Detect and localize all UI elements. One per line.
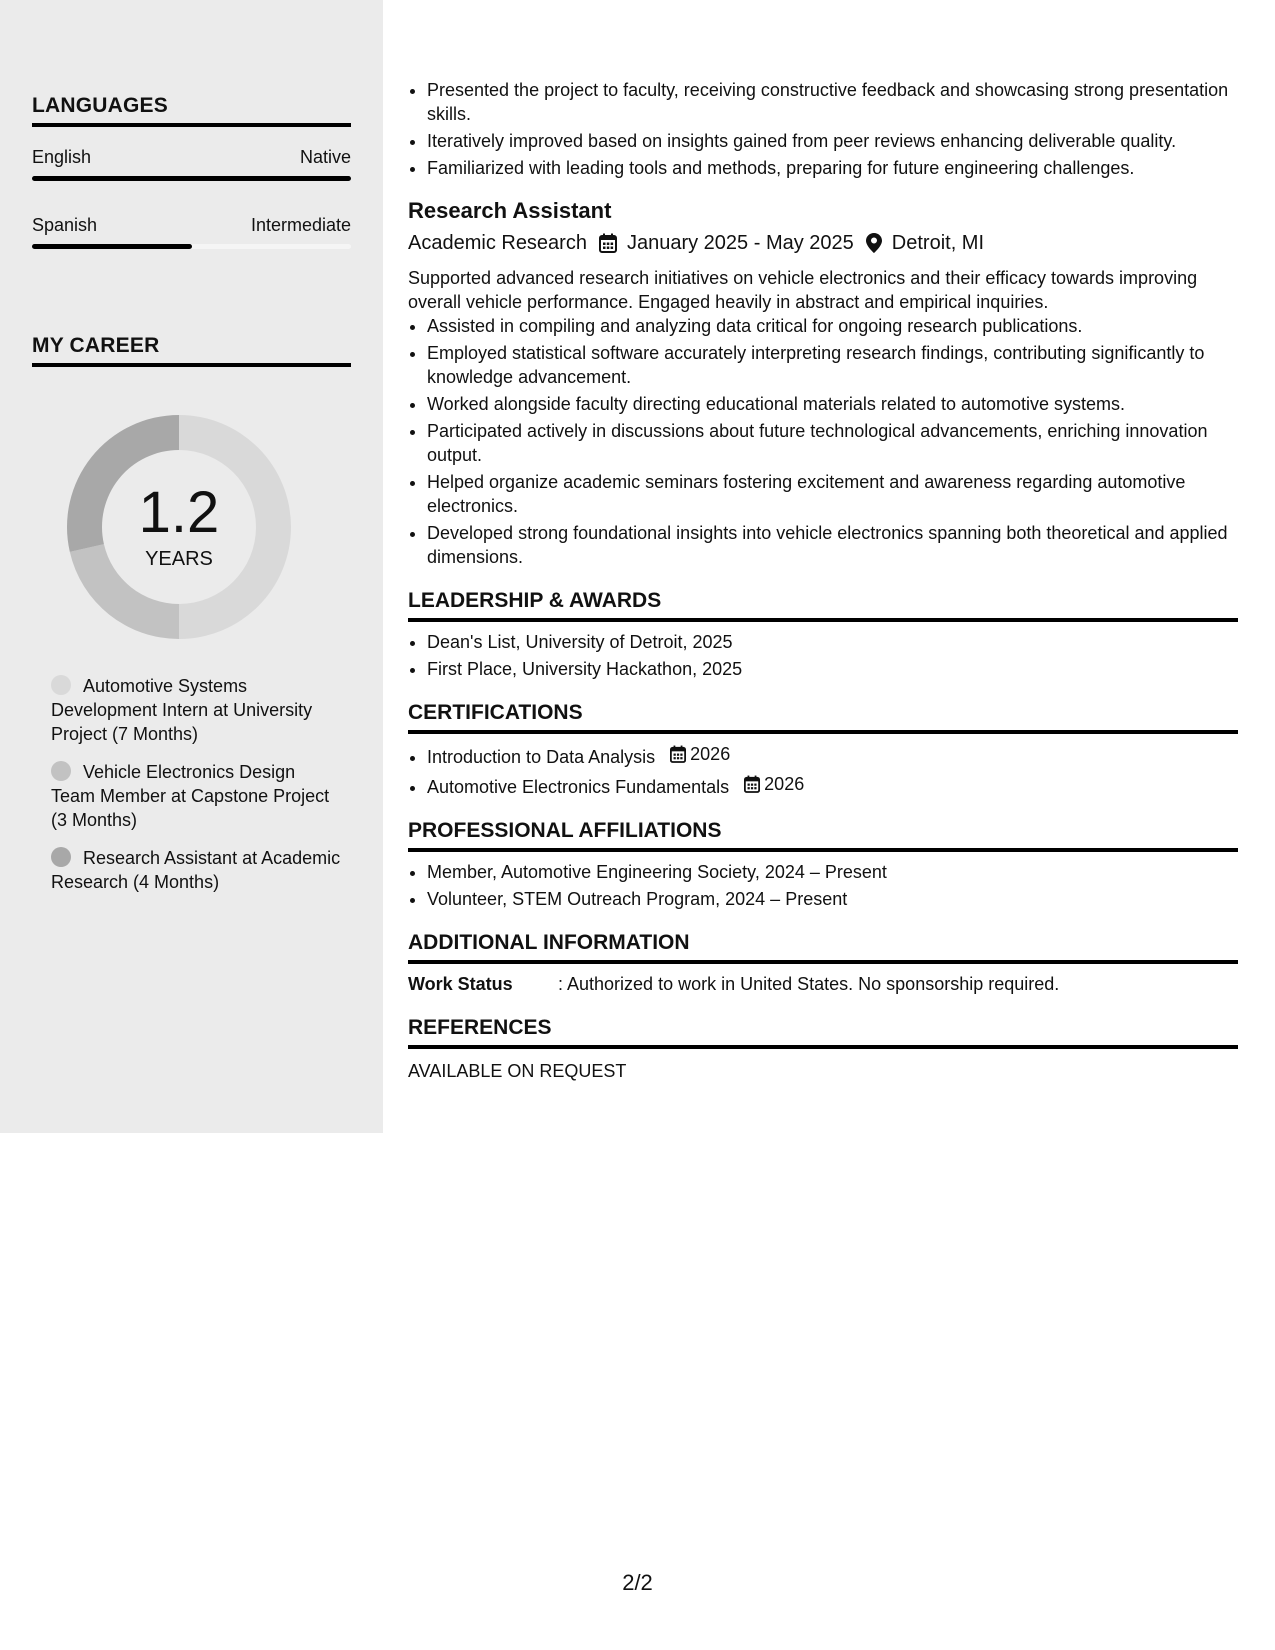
- job-bullets: [408, 314, 1238, 569]
- map-pin-icon: [866, 233, 882, 253]
- work-status-label: Work Status: [408, 974, 513, 994]
- affiliations-heading: PROFESSIONAL AFFILIATIONS: [408, 817, 1238, 852]
- bullet-item: • Participated actively in discussions about future technological advancements, enriching innovation output.: [427, 419, 1238, 467]
- bullet-item: • Iteratively improved based on insights gained from peer reviews enhancing deliverable quality.: [427, 129, 1238, 153]
- affiliation-item: • Volunteer, STEM Outreach Program, 2024 – Present: [427, 887, 1238, 911]
- language-bar: [32, 176, 351, 181]
- certification-year: 2026: [690, 744, 731, 764]
- certification-year: 2026: [764, 774, 805, 794]
- leadership-item: • Dean's List, University of Detroit, 2025: [427, 630, 1238, 654]
- language-bar: [32, 244, 351, 249]
- certifications-heading: CERTIFICATIONS: [408, 699, 1238, 734]
- certification-name: Introduction to Data Analysis: [427, 747, 656, 767]
- certification-item: [427, 742, 1238, 769]
- leadership-item: • First Place, University Hackathon, 2025: [427, 657, 1238, 681]
- sidebar: [0, 0, 383, 1133]
- language-item: [32, 215, 351, 249]
- certification-name: Automotive Electronics Fundamentals: [427, 777, 730, 797]
- career-legend-item: [51, 674, 341, 746]
- career-legend: [51, 674, 341, 908]
- career-total-unit: YEARS: [145, 547, 213, 570]
- languages-heading: LANGUAGES: [32, 94, 351, 127]
- previous-job-bullets: [408, 78, 1238, 180]
- additional-info-heading: ADDITIONAL INFORMATION: [408, 929, 1238, 964]
- job-company: Academic Research: [408, 232, 587, 254]
- job-location: Detroit, MI: [891, 232, 985, 254]
- legend-dot: [51, 761, 71, 781]
- references-text: AVAILABLE ON REQUEST: [408, 1061, 627, 1081]
- language-item: [32, 147, 351, 181]
- legend-dot: [51, 675, 71, 695]
- career-total-value: 1.2: [138, 479, 220, 545]
- legend-label: Automotive Systems Development Intern at University Project (7 Months): [51, 676, 313, 744]
- calendar-icon: [670, 745, 686, 763]
- language-level: Native: [299, 147, 351, 167]
- language-bar-fill: [32, 176, 351, 181]
- job-dates: January 2025 - May 2025: [626, 232, 854, 254]
- bullet-item: • Presented the project to faculty, receiving constructive feedback and showcasing strong presentation skills.: [427, 78, 1238, 126]
- work-status-row: [408, 972, 1238, 996]
- languages-section: [32, 94, 351, 249]
- bullet-item: • Assisted in compiling and analyzing data critical for ongoing research publications.: [427, 314, 1238, 338]
- leadership-heading: LEADERSHIP & AWARDS: [408, 587, 1238, 622]
- page-number: 2/2: [622, 1570, 653, 1595]
- language-bar-fill: [32, 244, 192, 249]
- legend-dot: [51, 847, 71, 867]
- bullet-item: • Developed strong foundational insights into vehicle electronics spanning both theoretical and applied dimensions.: [427, 521, 1238, 569]
- references-heading: REFERENCES: [408, 1014, 1238, 1049]
- language-name: English: [32, 147, 92, 167]
- certifications-list: [408, 742, 1238, 799]
- calendar-icon: [744, 775, 760, 793]
- bullet-item: • Employed statistical software accurately interpreting research findings, contributing significantly to knowledge advancement.: [427, 341, 1238, 389]
- leadership-list: [408, 630, 1238, 681]
- certification-item: [427, 772, 1238, 799]
- career-legend-item: [51, 760, 341, 832]
- job-meta: [408, 228, 1238, 258]
- language-level: Intermediate: [250, 215, 351, 235]
- legend-label: Vehicle Electronics Design Team Member at Capstone Project (3 Months): [51, 762, 330, 830]
- calendar-icon: [599, 233, 617, 253]
- work-status-value: : Authorized to work in United States. No sponsorship required.: [558, 974, 1060, 994]
- legend-label: Research Assistant at Academic Research (4 Months): [51, 848, 341, 892]
- bullet-item: • Familiarized with leading tools and methods, preparing for future engineering challenges.: [427, 156, 1238, 180]
- career-legend-item: [51, 846, 341, 894]
- affiliation-item: • Member, Automotive Engineering Society, 2024 – Present: [427, 860, 1238, 884]
- affiliations-list: [408, 860, 1238, 911]
- job-description: Supported advanced research initiatives on vehicle electronics and their efficacy towards improving overall vehicle performance. Engaged heavily in abstract and empirical inquiries.: [408, 268, 1198, 312]
- bullet-item: • Helped organize academic seminars fostering excitement and awareness regarding automotive electronics.: [427, 470, 1238, 518]
- career-section: [32, 334, 351, 367]
- job-title: Research Assistant: [408, 198, 612, 223]
- bullet-item: • Worked alongside faculty directing educational materials related to automotive systems.: [427, 392, 1238, 416]
- language-name: Spanish: [32, 215, 98, 235]
- career-heading: MY CAREER: [32, 334, 351, 367]
- career-donut-chart: [67, 415, 291, 639]
- main-content: [408, 78, 1238, 1083]
